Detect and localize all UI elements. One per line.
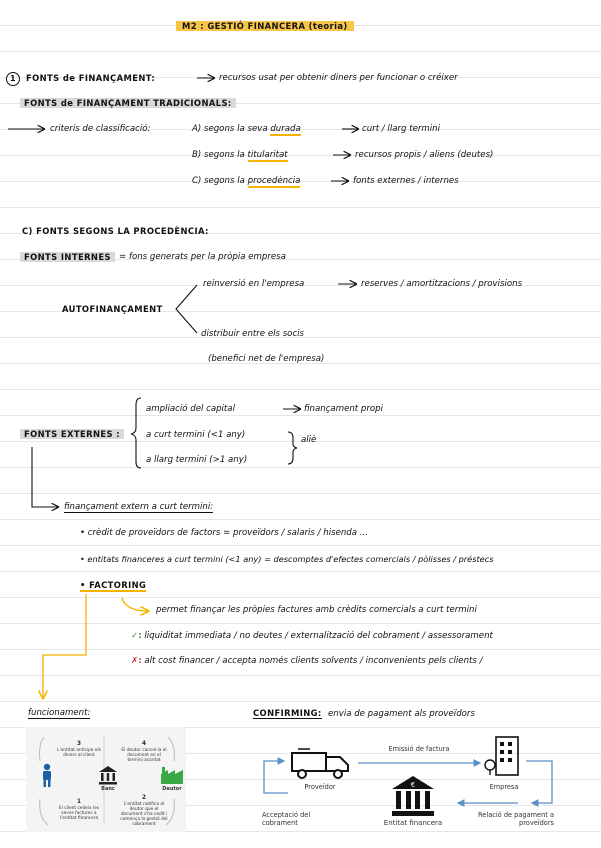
externes-label: FONTS EXTERNES : — [20, 429, 124, 440]
traditional-heading: FONTS de FINANÇAMENT TRADICIONALS: — [20, 98, 236, 109]
step-1-text: El client cedeix les seves factures a l'entitat financera — [59, 806, 99, 821]
criterion-a-result: curt / llarg termini — [362, 124, 440, 134]
acceptacio-cobrament-label: Acceptació del cobrament — [262, 811, 311, 827]
step-2-text: L'entitat notifica al deutor que el document s'ha cedit i comença la gestió del cobrament — [120, 802, 168, 827]
page-title: M2 : GESTIÓ FINANCERA (teoria) — [176, 21, 354, 32]
factory-icon — [160, 763, 184, 785]
company-building-icon — [484, 735, 524, 777]
bullet-credit-proveidors: • crèdit de proveïdors de factors = proveïdors / salaris / hisenda ... — [80, 528, 368, 538]
step-4-text: El deutor cancel·la el document en el termini acordat — [121, 748, 167, 763]
step-2-number: 2 — [141, 794, 147, 801]
llarg-termini: a llarg termini (>1 any) — [146, 455, 248, 465]
section-number: 1 — [6, 72, 20, 86]
entitat-financera-label: Entitat financera — [383, 819, 443, 827]
step-1-number: 1 — [76, 798, 82, 805]
cross-icon: ✗: — [131, 656, 142, 666]
curt-termini: a curt termini (<1 any) — [146, 430, 246, 440]
internes-label: FONTS INTERNES — [20, 252, 115, 263]
brace-externes — [131, 398, 141, 468]
confirming-diagram — [258, 733, 558, 833]
section-1-heading: 1 FONTS de FINANÇAMENT: — [6, 72, 155, 86]
factoring-label: • FACTORING — [80, 580, 147, 590]
step-4-number: 4 — [141, 740, 147, 747]
alie-label: aliè — [301, 435, 317, 445]
brace-alie — [288, 432, 297, 464]
funcionament-heading: funcionament: — [28, 708, 91, 718]
arrow-fin-curt — [32, 447, 58, 507]
fonts-definition: recursos usat per obtenir diners per funcionar o créixer — [219, 73, 458, 83]
criterion-c: C) segons la procedència — [192, 176, 301, 186]
step-3-number: 3 — [76, 740, 82, 747]
internes-definition: = fons generats per la pròpia empresa — [119, 252, 286, 262]
reinversio: reinversió en l'empresa — [203, 279, 305, 289]
check-icon: ✓: — [131, 631, 142, 641]
factoring-cons: ✗: alt cost financer / accepta només clients solvents / inconvenients pels clients / — [131, 656, 483, 666]
debtor-label: Deutor — [162, 786, 182, 792]
bank-icon — [98, 765, 118, 785]
empresa-label: Empresa — [489, 783, 519, 791]
confirming-heading: CONFIRMING: — [253, 708, 322, 718]
bank-label: Banc — [101, 786, 115, 792]
financament-propi: finançament propi — [304, 404, 383, 414]
criterion-b-result: recursos propis / aliens (deutes) — [355, 150, 494, 160]
criterion-a: A) segons la seva durada — [192, 124, 301, 134]
criterion-b: B) segons la titularitat — [192, 150, 288, 160]
arrow-funcionament — [43, 594, 86, 698]
distribuir: distribuir entre els socis — [201, 329, 305, 339]
proveidor-label: Proveïdor — [304, 783, 336, 791]
truck-icon — [290, 745, 352, 779]
reinversio-result: reserves / amortitzacions / provisions — [361, 279, 523, 289]
relacio-pagament-label: Relació de pagament a proveïdors — [478, 811, 554, 827]
benefici: (benefici net de l'empresa) — [208, 354, 325, 364]
confirming-definition: envia de pagament als proveïdors — [328, 709, 475, 719]
arrow-factoring — [122, 598, 148, 611]
bullet-entitats-financeres: • entitats financeres a curt termini (<1 any) = descomptes d'efectes comercials / pòlisses / préstecs — [80, 554, 494, 564]
client-person-icon — [40, 763, 54, 787]
autofinancament-label: AUTOFINANÇAMENT — [62, 304, 163, 314]
financament-curt-heading: finançament extern a curt termini: — [64, 502, 214, 512]
procedencia-heading: C) FONTS SEGONS LA PROCEDÈNCIA: — [22, 226, 209, 236]
fork-autofin — [176, 285, 197, 333]
criteria-label: criteris de classificació: — [50, 124, 151, 134]
step-3-text: L'entitat anticipa els diners al client — [57, 748, 101, 758]
ampliacio-capital: ampliació del capital — [146, 404, 235, 414]
financial-entity-icon — [390, 775, 436, 819]
factoring-diagram — [26, 727, 186, 832]
criterion-c-result: fonts externes / internes — [353, 176, 459, 186]
emissio-factura-label: Emissió de factura — [388, 745, 450, 753]
svg-text:€: € — [410, 781, 416, 789]
factoring-pros: ✓: liquiditat immediata / no deutes / externalització del cobrament / assessorament — [131, 631, 493, 641]
factoring-definition: permet finançar les pròpies factures amb crèdits comercials a curt termini — [156, 605, 477, 615]
